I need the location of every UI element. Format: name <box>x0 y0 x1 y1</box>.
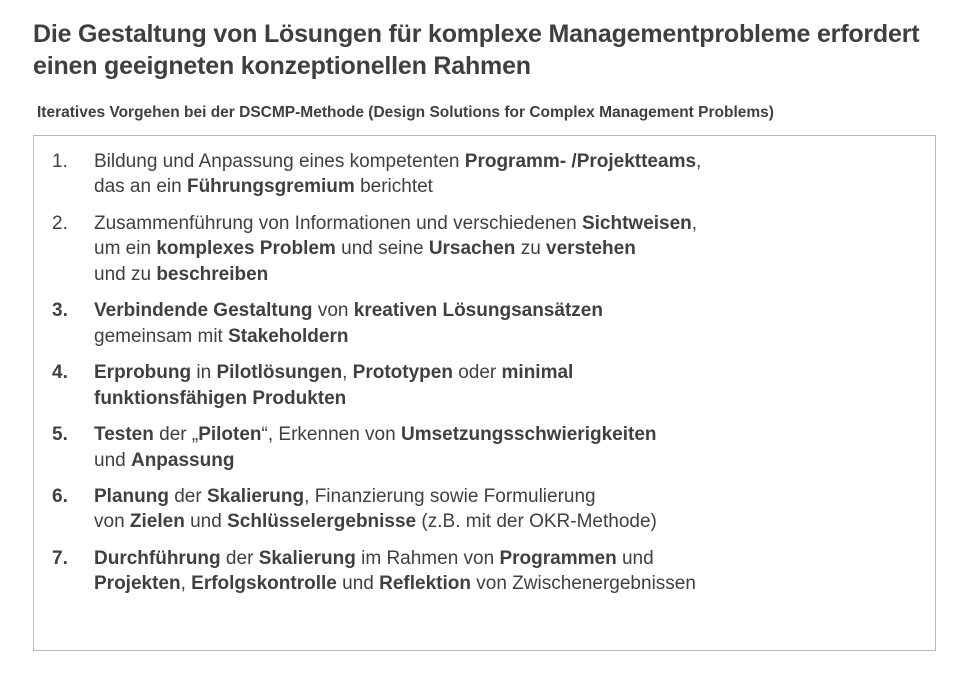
list-item-text: Durchführung der Skalierung im Rahmen von Programmen und Projekten, Erfolgskontrolle und Reflektion von Zwischenergebnissen <box>94 547 696 595</box>
list-item <box>48 211 921 287</box>
list-item-number: 4. <box>52 362 68 384</box>
list-item <box>48 422 921 473</box>
list-item <box>48 149 921 200</box>
list-item-text: Testen der „Piloten“, Erkennen von Umsetzungsschwierigkeiten und Anpassung <box>94 424 657 471</box>
list-item <box>48 546 921 597</box>
list-item-text: Verbindende Gestaltung von kreativen Lösungsansätzen gemeinsam mit Stakeholdern <box>94 300 603 347</box>
list-item <box>48 484 921 535</box>
list-item-number: 2. <box>52 212 68 234</box>
list-item-text: Zusammenführung von Informationen und verschiedenen Sichtweisen, um ein komplexes Problem und seine Ursachen zu verstehen und zu beschreiben <box>94 212 698 285</box>
list-item-number: 1. <box>52 151 68 172</box>
list-item-text: Erprobung in Pilotlösungen, Prototypen oder minimal funktionsfähigen Produkten <box>94 362 574 409</box>
list-item-number: 3. <box>52 300 68 322</box>
list-item-text: Bildung und Anpassung eines kompetenten Programm- /Projektteams, das an ein Führungsgremium berichtet <box>94 151 702 198</box>
page-title: Die Gestaltung von Lösungen für komplexe Managementprobleme erfordert einen geeigneten konzeptionellen Rahmen <box>33 20 920 80</box>
steps-box <box>33 135 936 651</box>
slide-subtitle: Iteratives Vorgehen bei der DSCMP-Methode (Design Solutions for Complex Management Problems) <box>37 104 774 121</box>
list-item-number: 5. <box>52 424 68 446</box>
list-item <box>48 298 921 349</box>
steps-list <box>48 149 921 597</box>
list-item <box>48 360 921 411</box>
list-item-number: 6. <box>52 485 68 507</box>
list-item-number: 7. <box>52 547 68 569</box>
list-item-text: Planung der Skalierung, Finanzierung sowie Formulierung von Zielen und Schlüsselergebnisse (z.B. mit der OKR-Methode) <box>94 485 657 533</box>
